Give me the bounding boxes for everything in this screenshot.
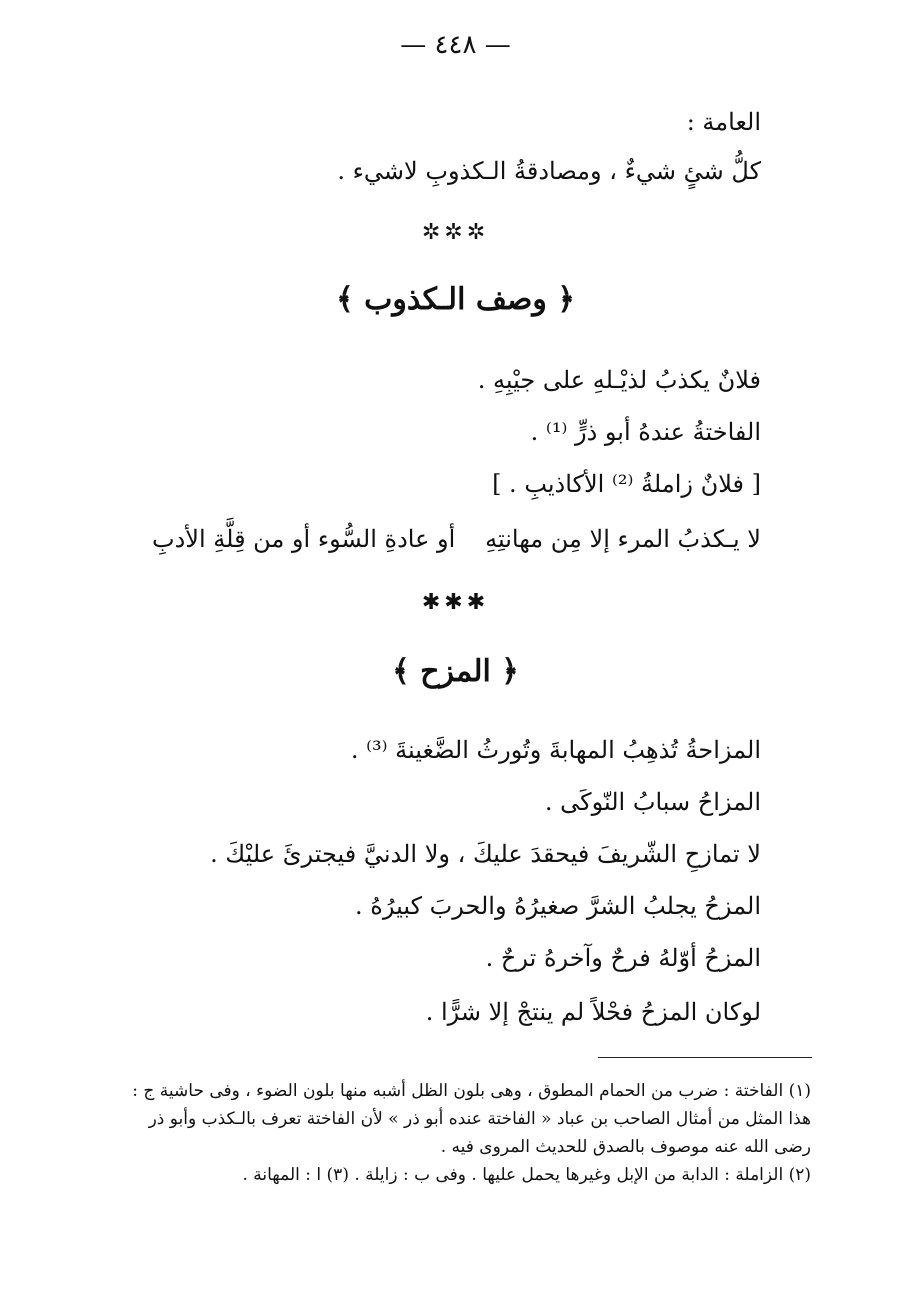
proverb-line: المزحُ يجلبُ الشرَّ صغيرُهُ والحربَ كبيرُهُ . <box>355 892 761 920</box>
proverb-line: المزاحُ سبابُ النّوكَى . <box>544 788 761 816</box>
proverb-line: المزحُ أوّلهُ فرحٌ وآخرهُ ترحٌ . <box>485 944 761 972</box>
proverb-line: فلانٌ يكذبُ لذيْـلهِ على جيْبِهِ . <box>477 366 761 394</box>
proverb-line: لا تمازحِ الشّريفَ فيحقدَ عليكَ ، ولا الدنيَّ فيجترئَ عليْكَ . <box>210 840 761 868</box>
verse-hemistich-right: لا يـكذبُ المرء إلا مِن مهانتِهِ <box>485 525 761 553</box>
proverb-line: كلُّ شئٍ شيءٌ ، ومصادقةُ الـكذوبِ لاشيء . <box>337 157 761 185</box>
footnote-line: (٢) الزاملة : الدابة من الإبل وغيرها يحمل عليها . وفى ب : زايلة . (٣) ا : المهانة . <box>242 1165 811 1185</box>
section-heading-liar: ﴿ وصف الـكذوب ﴾ <box>336 282 575 317</box>
proverb-line: الفاختةُ عندهُ أبو ذرٍّ ⁽¹⁾ . <box>530 418 761 446</box>
footnote-divider <box>598 1057 812 1058</box>
footnote-line: هذا المثل من أمثال الصاحب بن عباد « الفاختة عنده أبو ذر » لأن الفاختة تعرف بالـكذب وأبو ذر <box>148 1109 811 1129</box>
proverb-line: المزاحةُ تُذهِبُ المهابةَ وتُورثُ الضَّغينةَ ⁽³⁾ . <box>350 736 761 764</box>
section-heading-joking: ﴿ المزح ﴾ <box>392 654 519 689</box>
proverb-line: [ فلانٌ زاملةُ ⁽²⁾ الأكاذيبِ . ] <box>492 470 761 498</box>
section-separator: ✲✲✲ <box>421 220 490 245</box>
section-label-common: العامة : <box>686 108 761 136</box>
proverb-line: لوكان المزحُ فحْلاً لم ينتجْ إلا شرًّا . <box>425 998 761 1026</box>
section-separator: ✱✱✱ <box>421 590 490 615</box>
page-number: — ٤٤٨ — <box>400 30 511 60</box>
verse-hemistich-left: أو عادةِ السُّوء أو من قِلَّةِ الأدبِ <box>152 525 456 553</box>
footnote-line: (١) الفاختة : ضرب من الحمام المطوق ، وهى بلون الظل أشبه منها بلون الضوء ، وفى حاشية ج : <box>132 1081 811 1101</box>
footnote-line: رضى الله عنه موصوف بالصدق للحديث المروى فيه . <box>440 1137 811 1157</box>
